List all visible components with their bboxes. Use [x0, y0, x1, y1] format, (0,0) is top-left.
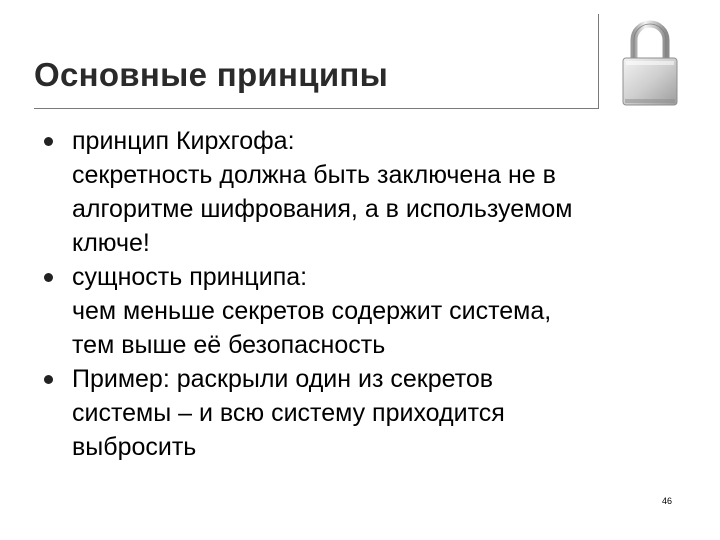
title-vertical-divider	[598, 14, 599, 109]
bullet-item	[40, 260, 690, 362]
bullet-line: ключе!	[72, 229, 150, 257]
title-underline	[34, 108, 598, 109]
bullet-dot	[44, 375, 53, 384]
bullet-line: системы – и всю систему приходится	[72, 399, 505, 427]
bullet-line: чем меньше секретов содержит система,	[72, 297, 552, 325]
bullet-line: секретность должна быть заключена не в	[72, 161, 556, 189]
slide-title: Основные принципы	[34, 56, 389, 93]
bullet-list	[40, 124, 690, 464]
bullet-item	[40, 124, 690, 260]
bullet-line: алгоритме шифрования, а в используемом	[72, 195, 573, 223]
bullet-line: тем выше её безопасность	[72, 331, 386, 359]
bullet-line: сущность принципа:	[72, 263, 308, 291]
bullet-dot	[44, 273, 53, 282]
padlock-icon	[620, 16, 680, 108]
page-number: 46	[662, 496, 673, 506]
bullet-line: выбросить	[72, 433, 197, 461]
bullet-line: принцип Кирхгофа:	[72, 127, 295, 155]
bullet-dot	[44, 137, 53, 146]
bullet-item	[40, 362, 690, 464]
bullet-line: Пример: раскрыли один из секретов	[72, 365, 494, 393]
